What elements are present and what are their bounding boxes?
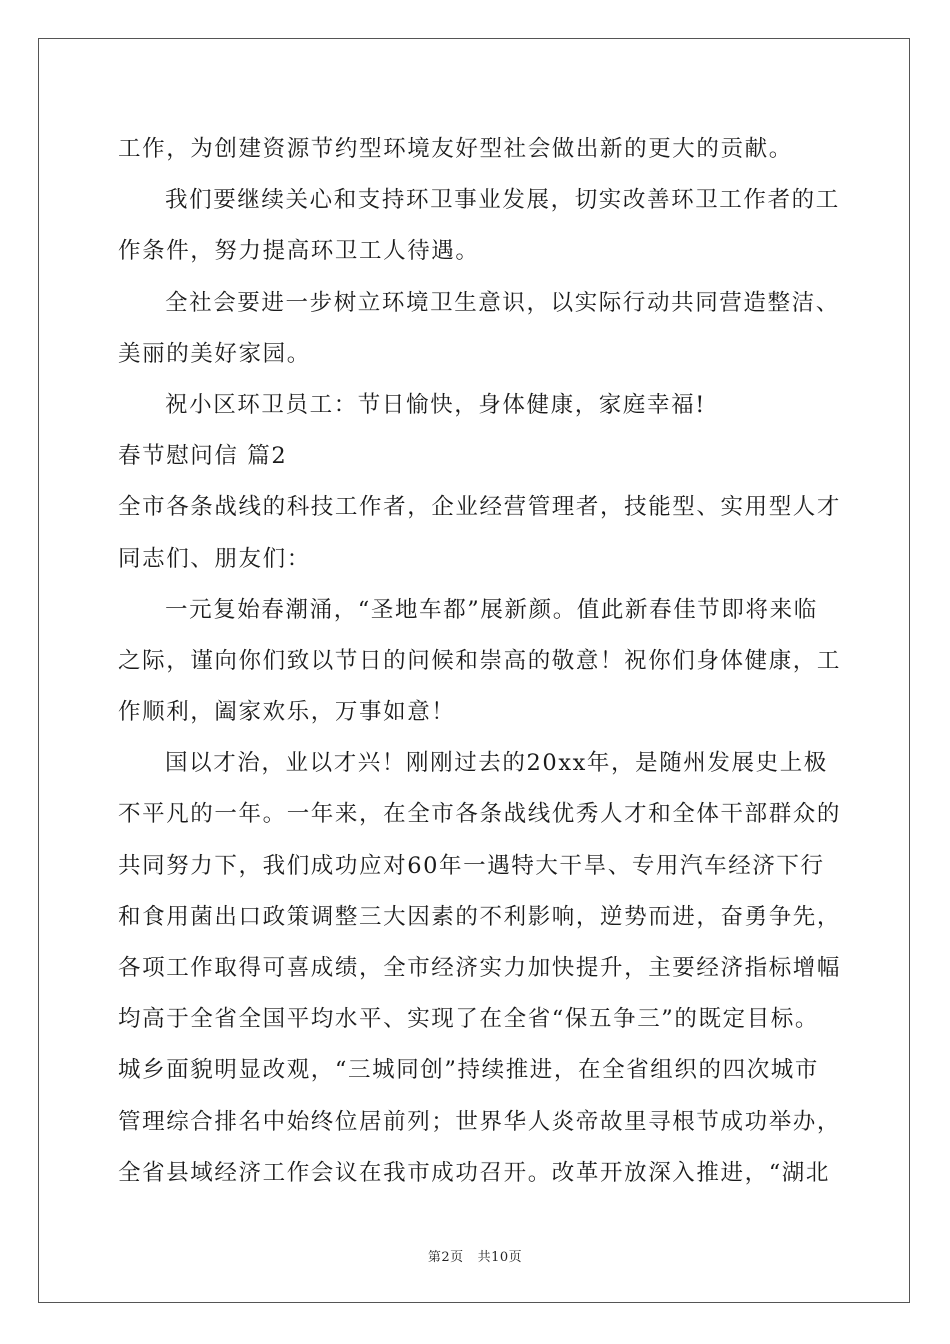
text-line: 同志们、朋友们： [118,545,311,572]
text-line: 一元复始春潮涌，“圣地车都”展新颜。值此新春佳节即将来临 [165,596,818,623]
text-line: 美丽的美好家园。 [118,340,311,367]
text-line: 各项工作取得可喜成绩，全市经济实力加快提升，主要经济指标增幅 [118,955,842,981]
document-body [118,124,842,1199]
text-line: 工作，为创建资源节约型环境友好型社会做出新的更大的贡献。 [118,136,793,162]
text-line: 之际，谨向你们致以节日的问候和崇高的敬意！祝你们身体健康，工 [118,647,842,674]
text-line: 全社会要进一步树立环境卫生意识，以实际行动共同营造整洁、 [165,289,840,316]
text-line: 全市各条战线的科技工作者，企业经营管理者，技能型、实用型人才 [118,494,842,521]
text-line: 共同努力下，我们成功应对60年一遇特大干旱、专用汽车经济下行 [118,852,825,879]
text-line: 全省县域经济工作会议在我市成功召开。改革开放深入推进，“湖北 [118,1159,831,1186]
page-footer [0,1246,950,1265]
text-line: 和食用菌出口政策调整三大因素的不利影响，逆势而进，奋勇争先， [118,903,842,930]
text-line: 管理综合排名中始终位居前列；世界华人炎帝故里寻根节成功举办， [118,1108,842,1135]
page-number: 第2页 [427,1250,464,1265]
text-line: 国以才治，业以才兴！刚刚过去的20xx年，是随州发展史上极 [165,750,828,777]
text-line: 我们要继续关心和支持环卫事业发展，切实改善环卫工作者的工 [165,187,840,214]
text-line: 不平凡的一年。一年来，在全市各条战线优秀人才和全体干部群众的 [118,801,842,828]
page-total: 共10页 [477,1250,523,1265]
text-line: 作顺利，阖家欢乐，万事如意！ [118,699,456,726]
text-line: 作条件，努力提高环卫工人待遇。 [118,238,480,265]
section-heading: 春节慰问信 篇2 [118,443,288,470]
text-line: 城乡面貌明显改观，“三城同创”持续推进，在全省组织的四次城市 [118,1057,820,1084]
text-line: 均高于全省全国平均水平、实现了在全省“保五争三”的既定目标。 [118,1006,820,1033]
text-line: 祝小区环卫员工：节日愉快，身体健康，家庭幸福! [165,391,706,418]
